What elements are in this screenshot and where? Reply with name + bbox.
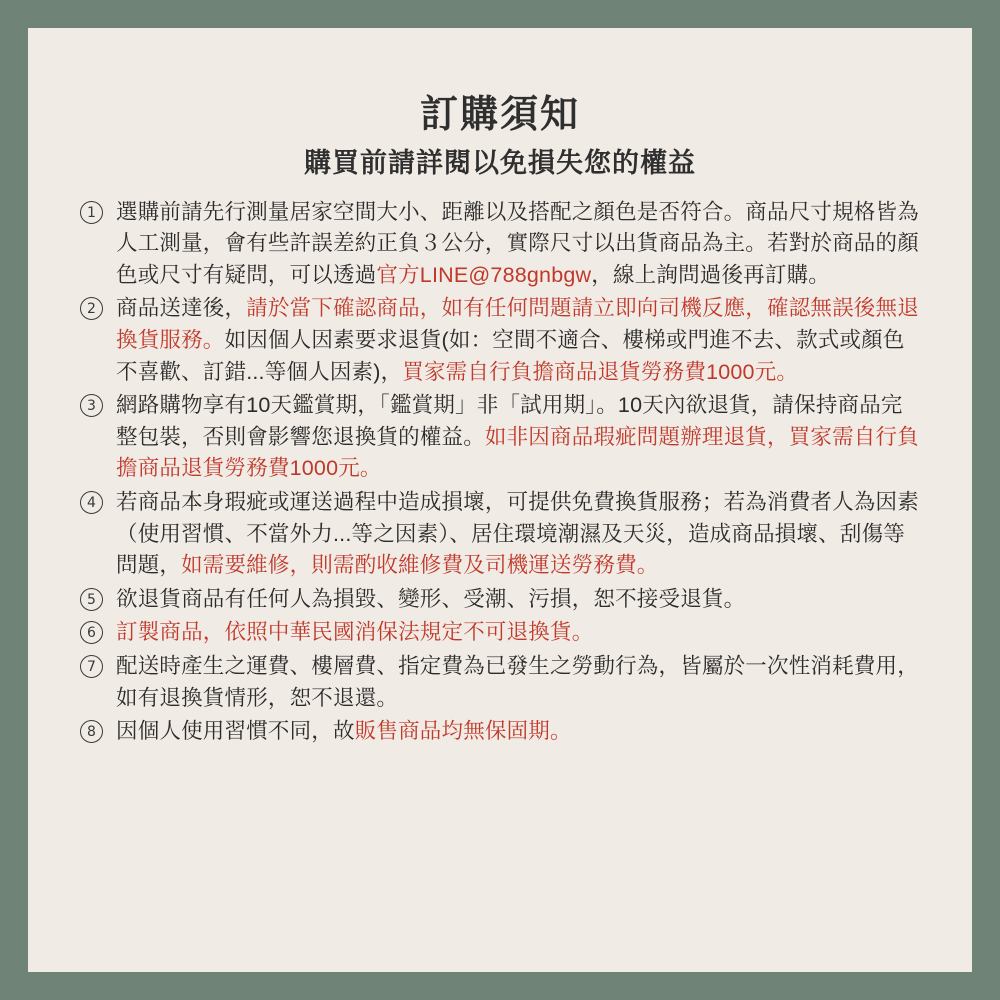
list-item bbox=[80, 584, 920, 616]
body-text: 如因個人因素要求退貨(如：空間不適合、樓梯或門進不去、款式或顏色不喜歡、訂錯...等個人因素)， bbox=[116, 327, 905, 384]
notice-list bbox=[80, 197, 920, 748]
highlight-text: 請於當下確認商品，如有任何問題請立即向司機反應，確認無誤後無退換貨服務。 bbox=[116, 296, 919, 352]
list-item-number-badge: 8 bbox=[80, 720, 103, 743]
list-item bbox=[80, 716, 920, 748]
poster-card bbox=[28, 28, 972, 972]
list-item-number-badge: 6 bbox=[80, 621, 103, 644]
body-text: 若商品本身瑕疵或運送過程中造成損壞，可提供免費換貨服務；若為消費者人為因素（使用習慣、不當外力...等之因素）、居住環境潮濕及天災，造成商品損壞、刮傷等問題， bbox=[116, 489, 919, 578]
list-item-text bbox=[116, 651, 920, 714]
body-text: 欲退貨商品有任何人為損毀、變形、受潮、污損，恕不接受退貨。 bbox=[116, 586, 746, 611]
list-item-text bbox=[116, 617, 920, 649]
highlight-text: 訂製商品，依照中華民國消保法規定不可退換貨。 bbox=[116, 620, 594, 645]
list-item-number-badge: 4 bbox=[80, 491, 103, 514]
list-item bbox=[80, 197, 920, 292]
list-item bbox=[80, 487, 920, 582]
highlight-text: 如需要維修，則需酌收維修費及司機運送勞務費。 bbox=[181, 553, 659, 578]
list-item-text bbox=[116, 390, 920, 485]
list-item-number-badge: 1 bbox=[80, 201, 103, 224]
list-item-text bbox=[116, 197, 920, 292]
body-text: 因個人使用習慣不同，故 bbox=[116, 719, 355, 744]
list-item bbox=[80, 390, 920, 485]
highlight-text: 販售商品均無保固期。 bbox=[354, 719, 572, 744]
highlight-text: 買家需自行負擔商品退貨勞務費1000元。 bbox=[402, 359, 799, 384]
body-text: 選購前請先行測量居家空間大小、距離以及搭配之顏色是否符合。商品尺寸規格皆為人工測量，會有些許誤差約正負３公分，實際尺寸以出貨商品為主。若對於商品的顏色或尺寸有疑問，可以透過 bbox=[116, 199, 919, 287]
body-text: 網路購物享有10天鑑賞期，「鑑賞期」非「試用期」。10天內欲退貨，請保持商品完整包裝，否則會影響您退換貨的權益。 bbox=[116, 393, 903, 449]
body-text: ，線上詢問過後再訂購。 bbox=[591, 262, 830, 287]
list-item-text bbox=[116, 293, 920, 388]
list-item bbox=[80, 293, 920, 388]
list-item-number-badge: 2 bbox=[80, 297, 103, 320]
list-item-number-badge: 7 bbox=[80, 655, 103, 678]
list-item bbox=[80, 617, 920, 649]
list-item-number-badge: 5 bbox=[80, 588, 103, 611]
body-text: 配送時產生之運費、樓層費、指定費為已發生之勞動行為，皆屬於一次性消耗費用，如有退換貨情形，恕不退還。 bbox=[116, 653, 919, 710]
body-text: 商品送達後， bbox=[116, 296, 247, 321]
page-subtitle: 購買前請詳閱以免損失您的權益 bbox=[304, 147, 696, 178]
highlight-text: 如非因商品瑕疵問題辦理退貨，買家需自行負擔商品退貨勞務費1000元。 bbox=[116, 424, 919, 481]
list-item-text bbox=[116, 716, 920, 748]
list-item-number-badge: 3 bbox=[80, 394, 103, 417]
page-title: 訂購須知 bbox=[419, 94, 580, 136]
list-item-text bbox=[116, 584, 920, 616]
list-item-text bbox=[116, 487, 920, 582]
list-item bbox=[80, 651, 920, 714]
highlight-text: 官方LINE@788gnbgw bbox=[376, 262, 592, 287]
